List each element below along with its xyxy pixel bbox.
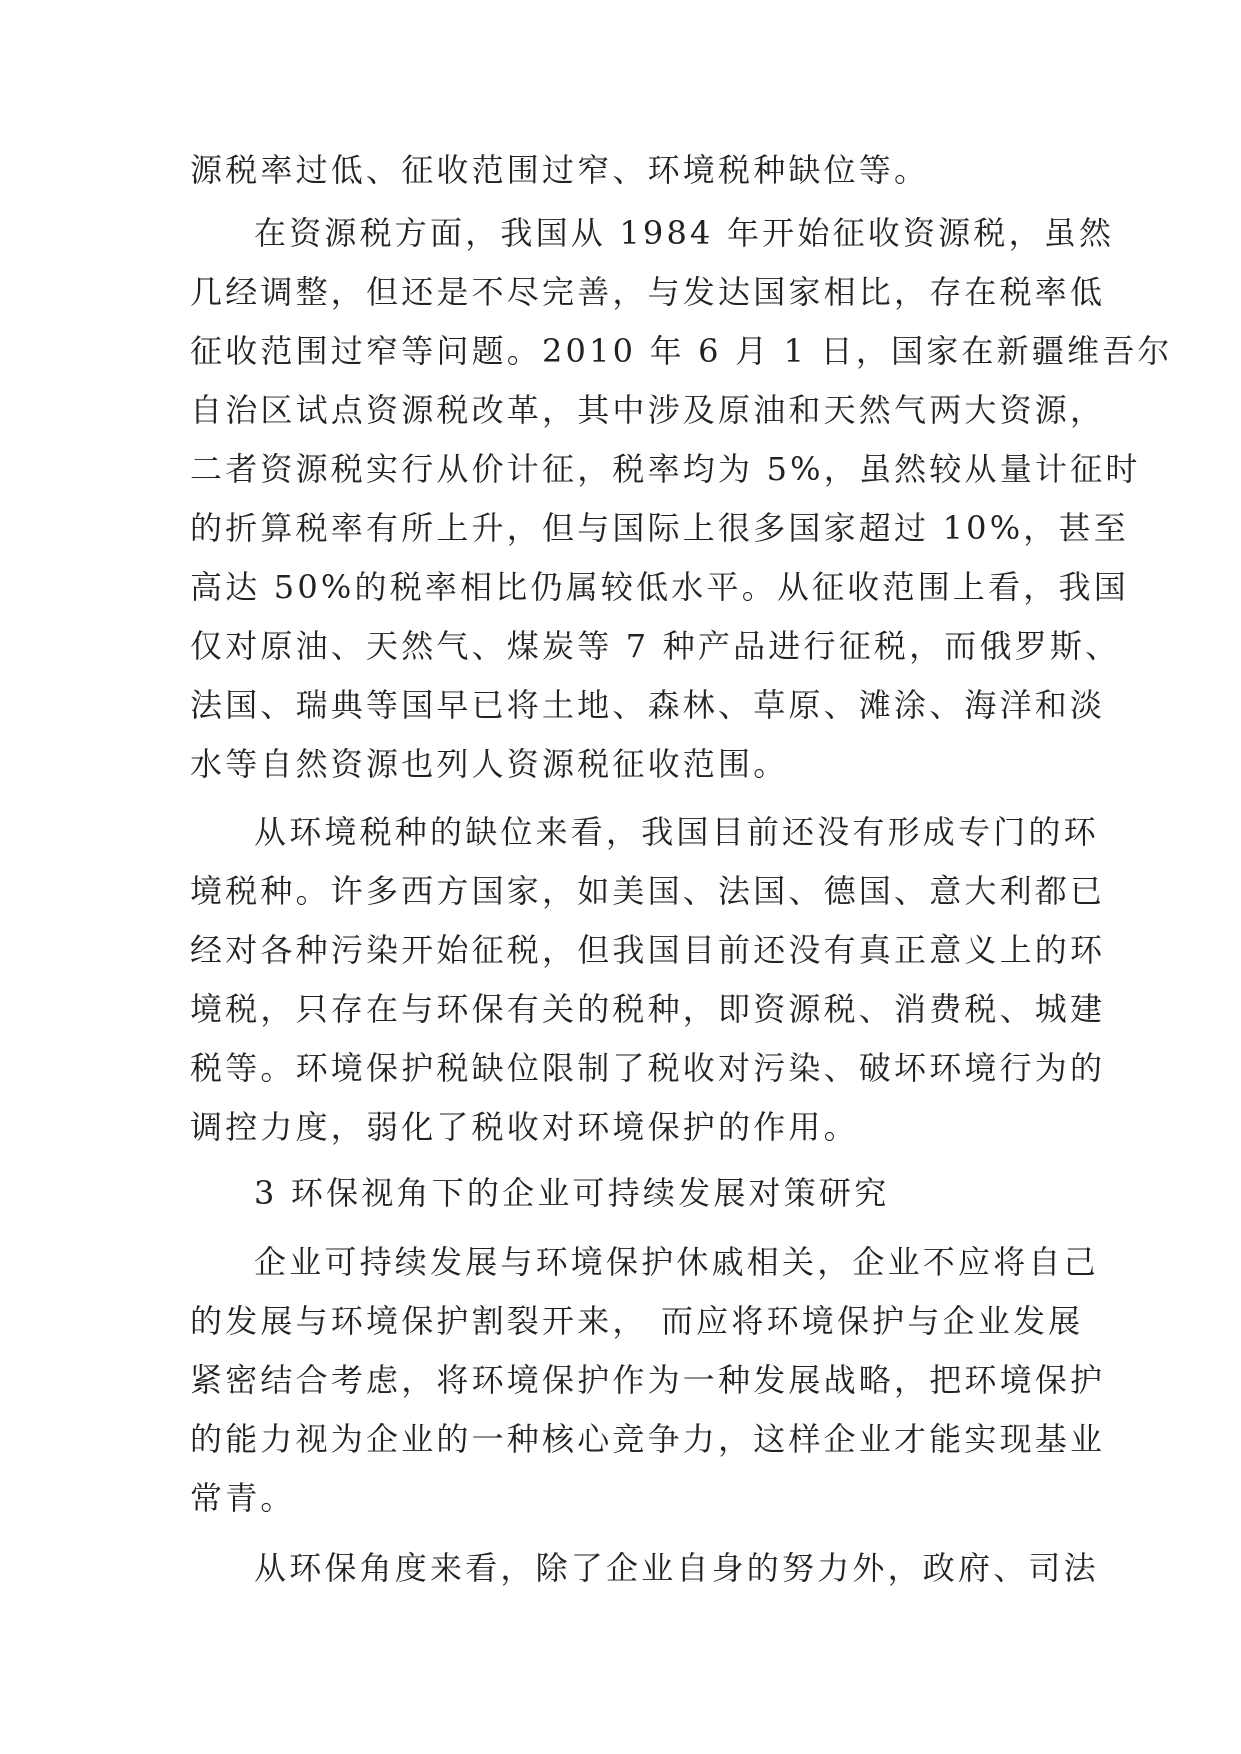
text-line: 税等。环境保护税缺位限制了税收对污染、破坏环境行为的 (190, 1049, 1106, 1087)
text-line: 经对各种污染开始征税，但我国目前还没有真正意义上的环 (190, 931, 1106, 969)
text-line: 源税率过低、征收范围过窄、环境税种缺位等。 (190, 151, 930, 189)
text-line: 企业可持续发展与环境保护休戚相关，企业不应将自己 (254, 1243, 1099, 1281)
text-line: 征收范围过窄等问题。2010 年 6 月 1 日，国家在新疆维吾尔 (190, 332, 1173, 370)
text-line: 从环境税种的缺位来看，我国目前还没有形成专门的环 (254, 813, 1099, 851)
text-line: 从环保角度来看，除了企业自身的努力外，政府、司法 (254, 1549, 1099, 1587)
text-line: 调控力度，弱化了税收对环境保护的作用。 (190, 1108, 859, 1146)
text-line: 高达 50%的税率相比仍属较低水平。从征收范围上看，我国 (190, 568, 1129, 606)
text-line: 水等自然资源也列人资源税征收范围。 (190, 745, 789, 783)
text-line: 在资源税方面，我国从 1984 年开始征收资源税，虽然 (254, 214, 1115, 252)
text-line: 二者资源税实行从价计征，税率均为 5%，虽然较从量计征时 (190, 450, 1141, 488)
text-line: 常青。 (190, 1479, 296, 1517)
text-line: 的折算税率有所上升，但与国际上很多国家超过 10%，甚至 (190, 509, 1129, 547)
text-line: 自治区试点资源税改革，其中涉及原油和天然气两大资源， (190, 391, 1106, 429)
text-line: 法国、瑞典等国早已将土地、森林、草原、滩涂、海洋和淡 (190, 686, 1106, 724)
text-line: 境税，只存在与环保有关的税种，即资源税、消费税、城建 (190, 990, 1106, 1028)
text-line: 几经调整，但还是不尽完善，与发达国家相比，存在税率低 (190, 273, 1106, 311)
text-line: 的发展与环境保护割裂开来， 而应将环境保护与企业发展 (190, 1302, 1084, 1340)
text-line: 的能力视为企业的一种核心竞争力，这样企业才能实现基业 (190, 1420, 1106, 1458)
text-line: 境税种。许多西方国家，如美国、法国、德国、意大利都已 (190, 872, 1106, 910)
text-line: 紧密结合考虑，将环境保护作为一种发展战略，把环境保护 (190, 1361, 1106, 1399)
section-heading: 3 环保视角下的企业可持续发展对策研究 (254, 1174, 890, 1212)
text-line: 仅对原油、天然气、煤炭等 7 种产品进行征税，而俄罗斯、 (190, 627, 1121, 665)
